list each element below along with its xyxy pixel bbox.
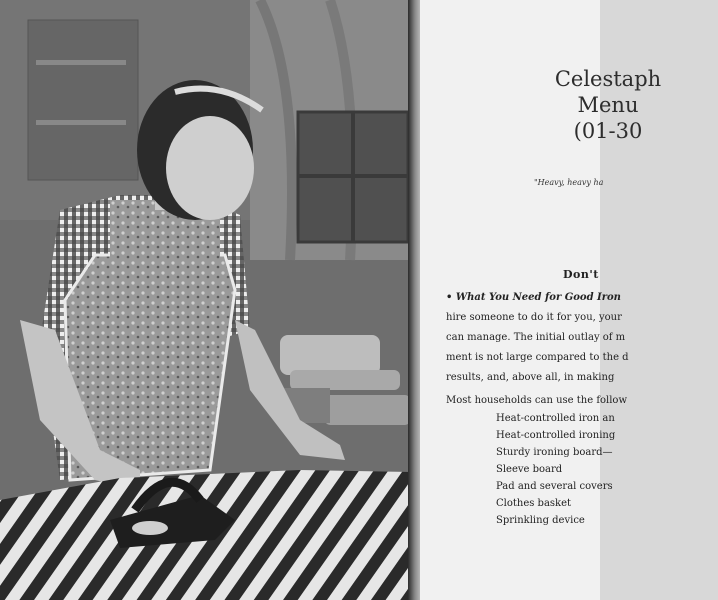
- paragraph-lead: • What You Need for Good Iron: [446, 292, 621, 303]
- right-page: [420, 0, 662, 600]
- paragraph-line: can manage. The initial outlay of m: [446, 332, 626, 343]
- page-title: [498, 66, 718, 144]
- list-item: Heat-controlled ironing: [496, 430, 616, 441]
- paragraph-line: ment is not large compared to the d: [446, 352, 629, 363]
- list-intro: Most households can use the follow: [446, 395, 628, 406]
- list-item: Sprinkling device: [496, 515, 585, 526]
- title-line-3: (01-30: [573, 119, 643, 143]
- epigraph-quote: "Heavy, heavy ha: [534, 178, 604, 187]
- list-item: Sleeve board: [496, 464, 563, 475]
- paragraph-line: results, and, above all, in making: [446, 372, 615, 383]
- title-line-2: Menu: [577, 93, 639, 117]
- list-item: Clothes basket: [496, 498, 572, 509]
- equipment-list: [496, 410, 615, 529]
- body-paragraph: [446, 288, 706, 388]
- list-item: Pad and several covers: [496, 481, 613, 492]
- list-item: Heat-controlled iron an: [496, 413, 615, 424]
- paragraph-line: hire someone to do it for you, your: [446, 312, 622, 323]
- section-heading: Don't: [563, 268, 599, 281]
- title-line-1: Celestaph: [554, 67, 662, 91]
- list-item: Sturdy ironing board—: [496, 447, 613, 458]
